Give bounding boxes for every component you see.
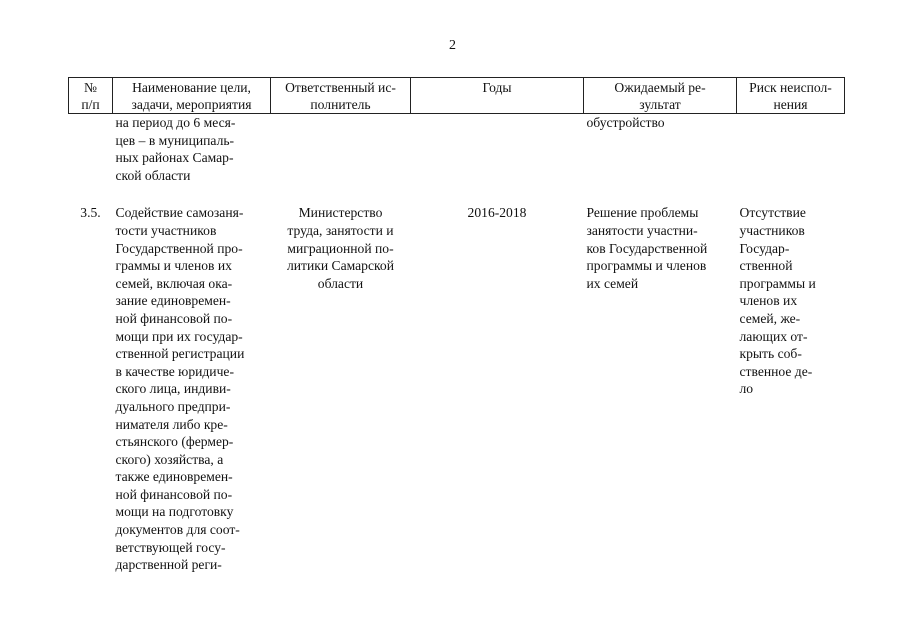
text-line: ской области	[115, 167, 191, 183]
text-line: цев – в муниципаль-	[115, 132, 235, 148]
cell-risk	[737, 114, 845, 185]
header-line: нения	[773, 97, 808, 112]
header-line: Годы	[482, 80, 512, 95]
text-line: ков Государственной	[586, 240, 708, 256]
text-line: ло	[739, 381, 754, 397]
page-number: 2	[449, 38, 456, 53]
table-row-continuation	[69, 114, 845, 185]
text-line: ственное де-	[739, 363, 813, 379]
text-line: ветствующей госу-	[115, 539, 226, 555]
cell-number	[69, 114, 113, 185]
spacer-cell	[69, 184, 845, 204]
row-spacer	[69, 184, 845, 204]
program-activities-table	[68, 77, 845, 574]
text-line: семей, же-	[739, 310, 801, 326]
text-line: Государ-	[739, 240, 790, 256]
text-line: Решение проблемы	[586, 205, 699, 221]
text-line: миграционной по-	[287, 240, 394, 256]
text-line: участников	[739, 222, 805, 238]
cell-executor	[271, 114, 411, 185]
text-line: Отсутствие	[739, 205, 806, 221]
text-line: членов их	[739, 293, 798, 309]
text-line: ных районах Самар-	[115, 150, 234, 166]
cell-risk	[737, 204, 845, 573]
header-line: задачи, мероприятия	[131, 97, 252, 112]
text-line: программы и членов	[586, 258, 707, 274]
header-line: Ответственный ис-	[285, 80, 396, 95]
header-number	[69, 78, 113, 114]
text-line: в качестве юридиче-	[115, 363, 234, 379]
text-line: программы и	[739, 275, 816, 291]
text-line: Государственной про-	[115, 240, 243, 256]
header-name	[113, 78, 271, 114]
text-line: крыть соб-	[739, 346, 802, 362]
cell-result	[584, 114, 737, 185]
text-line: ского лица, индиви-	[115, 381, 231, 397]
text-line: обустройство	[586, 115, 665, 130]
header-line: полнитель	[310, 97, 371, 112]
header-risk	[737, 78, 845, 114]
text-line: ственной регистрации	[115, 346, 245, 362]
text-line: ной финансовой по-	[115, 486, 233, 502]
header-result	[584, 78, 737, 114]
text-line: документов для соот-	[115, 522, 240, 538]
header-line: зультат	[639, 97, 681, 112]
text-line: их семей	[586, 275, 639, 291]
table-row-3-5	[69, 204, 845, 573]
text-line: стьянского (фермер-	[115, 434, 234, 450]
text-line: мощи при их государ-	[115, 328, 243, 344]
text-line: дарственной реги-	[115, 557, 222, 573]
cell-name	[113, 114, 271, 185]
text-line: зание единовремен-	[115, 293, 231, 309]
cell-name	[113, 204, 271, 573]
header-line: №	[84, 80, 97, 95]
text-line: дуального предпри-	[115, 398, 231, 414]
text-line: Министерство	[298, 205, 383, 221]
text-line: семей, включая ока-	[115, 275, 233, 291]
header-executor	[271, 78, 411, 114]
header-line: п/п	[81, 97, 100, 112]
text-line: лающих от-	[739, 328, 808, 344]
text-line: мощи на подготовку	[115, 504, 234, 520]
header-line: Наименование цели,	[132, 80, 251, 95]
text-line: на период до 6 меся-	[115, 115, 236, 130]
text-line: тости участников	[115, 222, 217, 238]
text-line: труда, занятости и	[287, 222, 394, 238]
header-years	[411, 78, 584, 114]
text-line: занятости участни-	[586, 222, 698, 238]
text-line: ной финансовой по-	[115, 310, 233, 326]
text-line: также единовремен-	[115, 469, 233, 485]
text-line: Содействие самозаня-	[115, 205, 244, 221]
text-line: литики Самарской	[286, 258, 394, 274]
text-line: области	[317, 275, 364, 291]
table-header-row	[69, 78, 845, 114]
cell-executor	[271, 204, 411, 573]
cell-years: 2016-2018	[467, 205, 527, 221]
text-line: нимателя либо кре-	[115, 416, 228, 432]
cell-years	[411, 114, 584, 185]
cell-number: 3.5.	[80, 205, 101, 221]
header-line: Ожидаемый ре-	[614, 80, 706, 95]
text-line: ского) хозяйства, а	[115, 451, 224, 467]
cell-result	[584, 204, 737, 573]
text-line: граммы и членов их	[115, 258, 232, 274]
header-line: Риск неиспол-	[749, 80, 832, 95]
text-line: ственной	[739, 258, 793, 274]
